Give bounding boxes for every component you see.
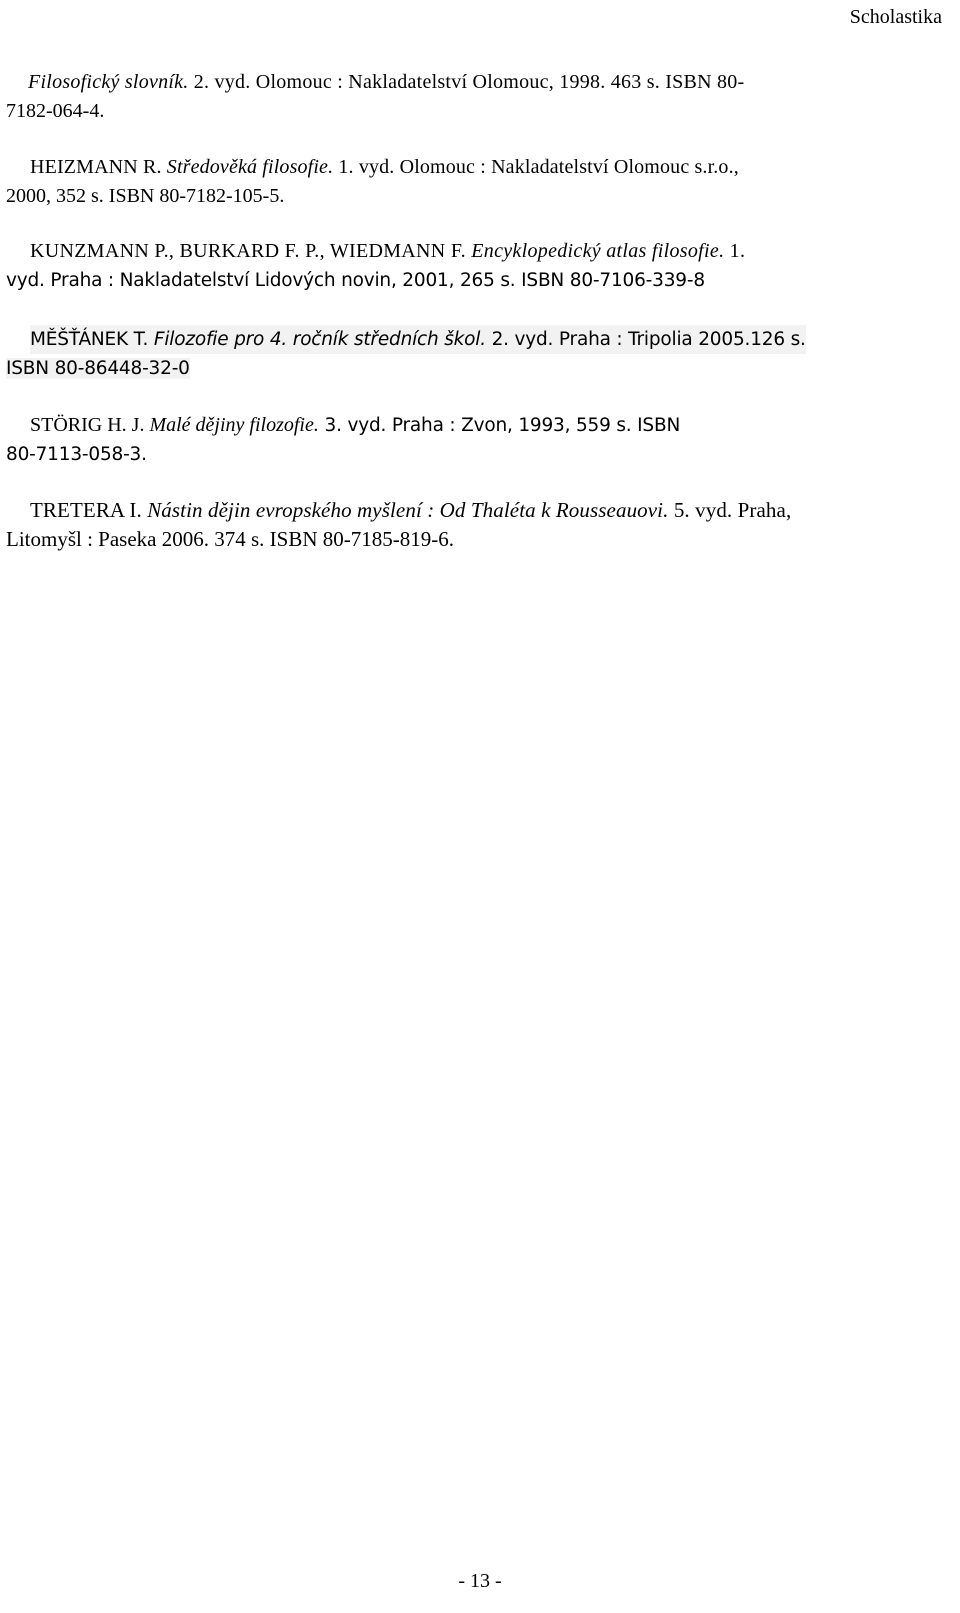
entry-line-2: 80-7113-058-3.	[6, 444, 147, 465]
book-title: Malé dějiny filozofie.	[149, 414, 319, 436]
page-number: - 13 -	[458, 1570, 502, 1592]
entry-line-1: TRETERA I. Nástin dějin evropského myšlení : Od Thaléta k Rousseauovi. 5. vyd. Praha,	[30, 498, 792, 522]
book-title: Středověká filosofie.	[166, 156, 334, 178]
author: STÖRIG H. J.	[30, 414, 150, 436]
author: KUNZMANN P., BURKARD F. P., WIEDMANN F.	[30, 240, 472, 262]
book-title: Encyklopedický atlas filosofie.	[471, 240, 725, 262]
author: TRETERA I.	[30, 498, 148, 522]
entry-line-1: HEIZMANN R. Středověká filosofie. 1. vyd. Olomouc : Nakladatelství Olomouc s.r.o.,	[30, 156, 739, 178]
entry-line-2: 7182-064-4.	[6, 100, 105, 122]
bibliography-entry	[6, 325, 934, 383]
bibliography-entry	[6, 411, 934, 469]
entry-line-1: STÖRIG H. J. Malé dějiny filozofie. 3. vyd. Praha : Zvon, 1993, 559 s. ISBN	[30, 414, 681, 436]
entry-line-2: Litomyšl : Paseka 2006. 374 s. ISBN 80-7185-819-6.	[6, 527, 454, 551]
book-title: Filosofický slovník.	[28, 71, 189, 93]
book-title: Nástin dějin evropského myšlení : Od Thaléta k Rousseauovi.	[147, 498, 669, 522]
bibliography-entry	[6, 68, 934, 126]
entry-line-2: ISBN 80-86448-32-0	[6, 358, 190, 379]
bibliography-entry	[6, 153, 934, 211]
author: MĚŠŤÁNEK T.	[30, 329, 154, 350]
running-header: Scholastika	[849, 6, 942, 28]
book-title: Filozofie pro 4. ročník středních škol.	[153, 329, 486, 350]
bibliography-entry	[6, 237, 934, 295]
entry-line-1: KUNZMANN P., BURKARD F. P., WIEDMANN F. Encyklopedický atlas filosofie. 1.	[30, 240, 746, 262]
author: HEIZMANN R.	[30, 156, 167, 178]
bibliography-entry	[6, 496, 934, 554]
entry-line-1: MĚŠŤÁNEK T. Filozofie pro 4. ročník středních škol. 2. vyd. Praha : Tripolia 2005.126 s.	[30, 325, 806, 354]
entry-line-2: 2000, 352 s. ISBN 80-7182-105-5.	[6, 185, 285, 207]
entry-line-2: vyd. Praha : Nakladatelství Lidových novin, 2001, 265 s. ISBN 80-7106-339-8	[6, 270, 705, 291]
entry-line-1: Filosofický slovník. 2. vyd. Olomouc : Nakladatelství Olomouc, 1998. 463 s. ISBN 80-	[28, 71, 745, 93]
